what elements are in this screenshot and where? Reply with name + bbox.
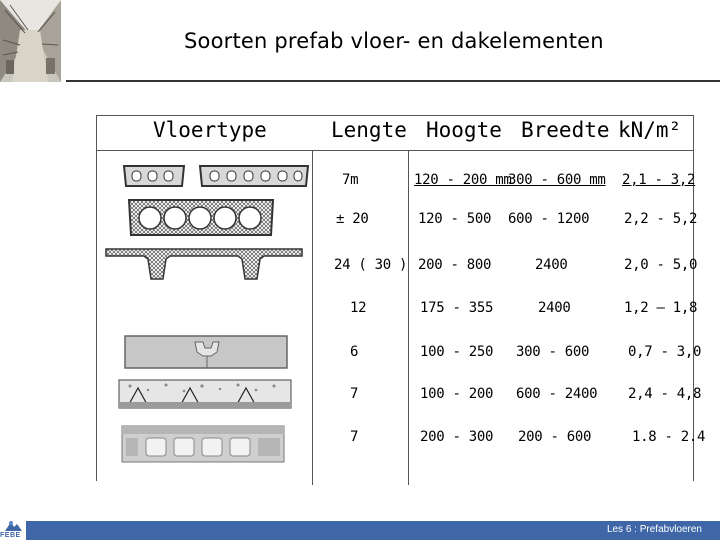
row-2-load: 2,2 - 5,2 [624,211,698,227]
row-7-load: 1.8 - 2.4 [632,429,706,445]
title-divider [66,80,720,82]
header-load: kN/m² [618,118,682,142]
header-photo [0,0,61,82]
row-5-height: 100 - 250 [420,344,494,360]
double-t-beam-figure [104,246,304,291]
row-7-width: 200 - 600 [518,429,592,445]
row-6-length: 7 [350,386,359,402]
row-6-width: 600 - 2400 [516,386,598,402]
row-5-width: 300 - 600 [516,344,590,360]
footer-text: Les 6 : Prefabvloeren [606,524,702,535]
row-7-height: 200 - 300 [420,429,494,445]
row-2-height: 120 - 500 [418,211,492,227]
row-5-length: 6 [350,344,359,360]
row-5-load: 0,7 - 3,0 [628,344,702,360]
row-1-length: 7m [342,172,359,188]
row-3-load: 2,0 - 5,0 [624,257,698,273]
row-4-width: 2400 [538,300,571,316]
header-lengte: Lengte [331,118,407,142]
header-vloertype: Vloertype [153,118,267,142]
row-6-height: 100 - 200 [420,386,494,402]
row-7-length: 7 [350,429,359,445]
row-1-width: 300 - 600 mm [508,172,606,188]
row-6-load: 2,4 - 4,8 [628,386,702,402]
header-hoogte: Hoogte [426,118,502,142]
row-2-length: ± 20 [336,211,369,227]
row-1-load: 2,1 - 3,2 [622,172,696,188]
hollow-plank-small-figure [122,162,310,195]
joint-slab-figure [123,334,289,375]
row-4-height: 175 - 355 [420,300,494,316]
hollow-core-slab-figure [126,198,276,243]
row-4-load: 1,2 – 1,8 [624,300,698,316]
hollow-block-slab-figure [118,424,288,469]
row-4-length: 12 [350,300,367,316]
row-3-width: 2400 [535,257,568,273]
row-3-height: 200 - 800 [418,257,492,273]
column-divider [408,150,409,485]
row-3-length: 24 ( 30 ) [334,257,408,273]
lattice-girder-slab-figure [118,376,292,415]
page-title: Soorten prefab vloer- en dakelementen [184,29,604,53]
header-divider [96,150,694,151]
row-1-height: 120 - 200 mm [414,172,512,188]
footer-bar [26,521,720,540]
header-breedte: Breedte [521,118,610,142]
row-2-width: 600 - 1200 [508,211,590,227]
febe-logo-text: FEBE [0,532,21,539]
column-divider [312,150,313,485]
